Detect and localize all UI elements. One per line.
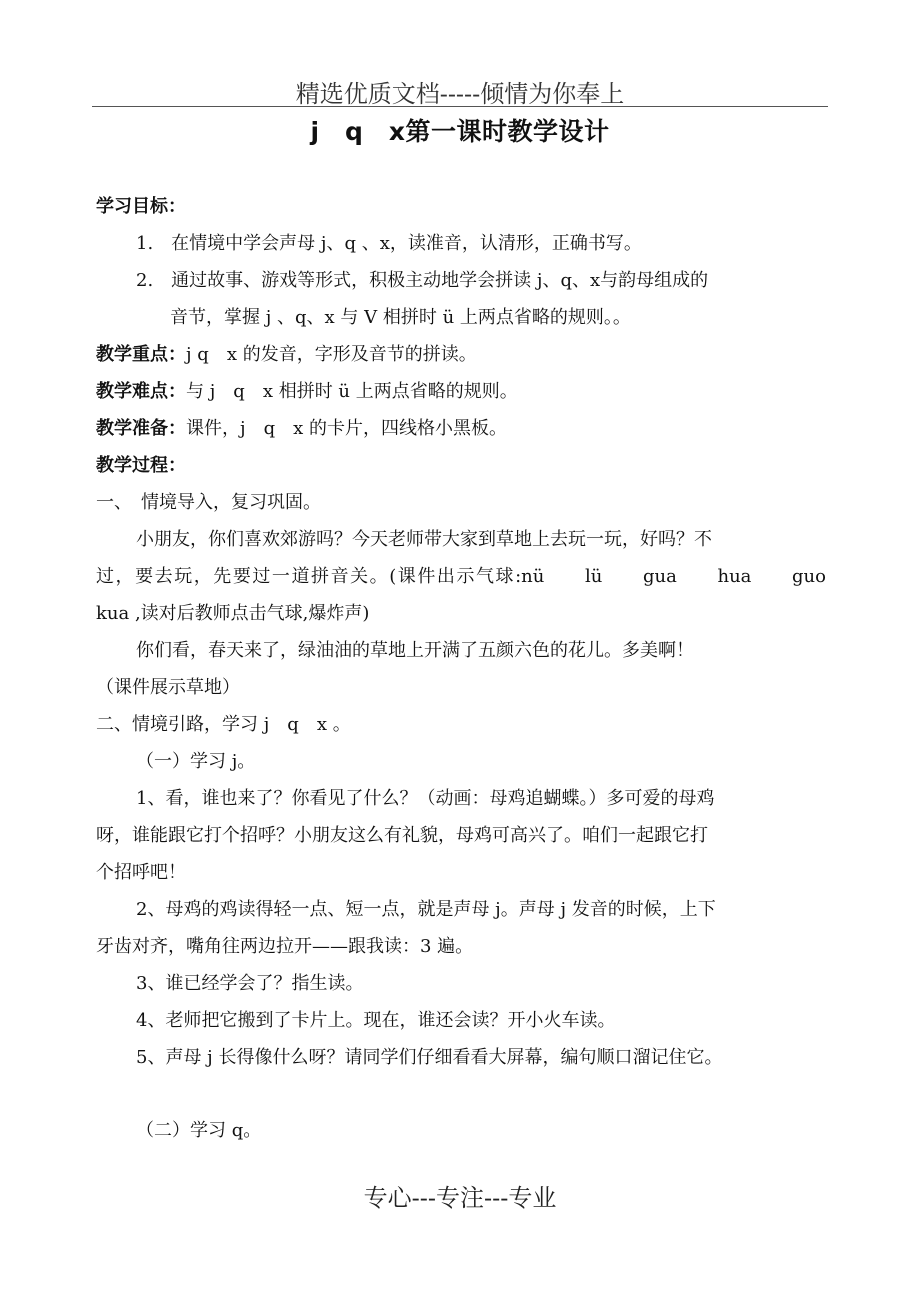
difficulty bbox=[96, 373, 826, 410]
item-1-line-2: 呀，谁能跟它打个招呼？小朋友这么有礼貌，母鸡可高兴了。咱们一起跟它打 bbox=[96, 825, 708, 846]
header-divider bbox=[92, 106, 828, 107]
difficulty-label: 教学难点： bbox=[96, 381, 186, 402]
item-4: 4、老师把它搬到了卡片上。现在，谁还会读？开小火车读。 bbox=[136, 1010, 616, 1031]
section-1-title: 一、 情境导入，复习巩固。 bbox=[96, 492, 321, 513]
preparation-label: 教学准备： bbox=[96, 418, 186, 439]
item-1-line-3: 个招呼吧！ bbox=[96, 862, 186, 883]
spacer bbox=[96, 1076, 826, 1112]
paragraph-2-line-1: 你们看，春天来了，绿油油的草地上开满了五颜六色的花儿。多美啊！ bbox=[136, 640, 694, 661]
item-3: 3、谁已经学会了？指生读。 bbox=[136, 973, 364, 994]
paragraph-1-line-1: 小朋友，你们喜欢郊游吗？今天老师带大家到草地上去玩一玩，好吗？不 bbox=[136, 529, 712, 550]
goal-1: 1. 在情境中学会声母 j、q 、x，读准音，认清形，正确书写。 bbox=[136, 233, 642, 254]
goal-2-line-1: 2. 通过故事、游戏等形式，积极主动地学会拼读 j、q、x与韵母组成的 bbox=[136, 270, 709, 291]
subsection-1-title: （一）学习 j。 bbox=[136, 751, 256, 772]
key-point-label: 教学重点： bbox=[96, 344, 186, 365]
item-1-line-1: 1、看，谁也来了？你看见了什么？（动画：母鸡追蝴蝶。）多可爱的母鸡 bbox=[136, 788, 715, 809]
paragraph-2-line-2: （课件展示草地） bbox=[96, 677, 240, 698]
process-heading: 教学过程： bbox=[96, 455, 186, 476]
preparation bbox=[96, 410, 826, 447]
goal-2-line-2: 音节，掌握 j 、q、x 与 V 相拼时 ü 上两点省略的规则。。 bbox=[170, 307, 631, 328]
key-point bbox=[96, 336, 826, 373]
document-body bbox=[96, 188, 826, 1149]
preparation-text: 课件，j q x 的卡片，四线格小黑板。 bbox=[186, 418, 507, 439]
item-2-line-2: 牙齿对齐，嘴角往两边拉开——跟我读：3 遍。 bbox=[96, 936, 474, 957]
subsection-2-title: （二）学习 q。 bbox=[136, 1120, 262, 1141]
page-footer: 专心---专注---专业 bbox=[363, 1184, 557, 1212]
paragraph-1-line-3: kua ,读对后教师点击气球,爆炸声) bbox=[96, 603, 370, 624]
section-2-title: 二、情境引路，学习 j q x 。 bbox=[96, 714, 351, 735]
document-title: j q x第一课时教学设计 bbox=[310, 117, 610, 146]
paragraph-1-line-2: 过，要去玩，先要过一道拼音关。(课件出示气球:nü lü gua hua guo bbox=[96, 566, 826, 587]
goals-heading: 学习目标： bbox=[96, 196, 186, 217]
item-5: 5、声母 j 长得像什么呀？请同学们仔细看看大屏幕，编句顺口溜记住它。 bbox=[136, 1047, 723, 1068]
difficulty-text: 与 j q x 相拼时 ü 上两点省略的规则。 bbox=[186, 381, 518, 402]
key-point-text: j q x 的发音，字形及音节的拼读。 bbox=[186, 344, 477, 365]
page-header: 精选优质文档-----倾情为你奉上 bbox=[295, 80, 625, 108]
item-2-line-1: 2、母鸡的鸡读得轻一点、短一点，就是声母 j。声母 j 发音的时候，上下 bbox=[136, 899, 716, 920]
